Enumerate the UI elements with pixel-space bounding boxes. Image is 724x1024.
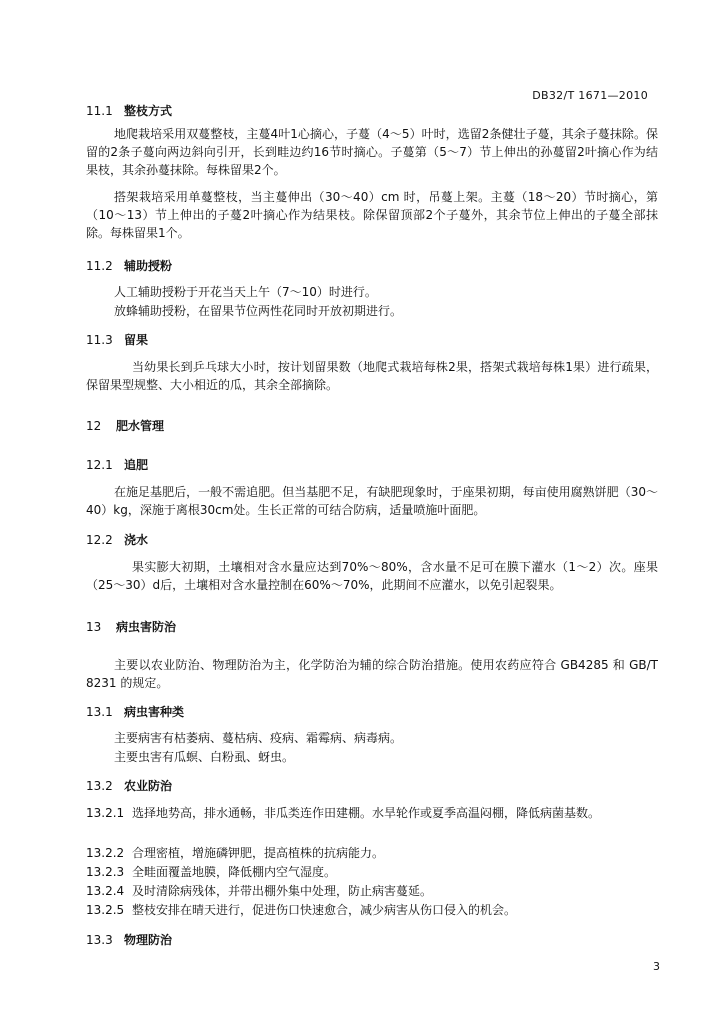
- paragraph: 主要病害有枯萎病、蔓枯病、疫病、霜霉病、病毒病。: [114, 731, 403, 745]
- section-number: 11.3: [86, 333, 113, 347]
- section-number: 12.2: [86, 533, 113, 547]
- paragraph: 主要虫害有瓜螟、白粉虱、蚜虫。: [114, 750, 295, 764]
- section-11-2-heading: [86, 259, 172, 273]
- section-number: 13.1: [86, 705, 113, 719]
- paragraph: 主要以农业防治、物理防治为主，化学防治为辅的综合防治措施。使用农药应符合 GB4285 和 GB/T 8231 的规定。: [86, 658, 658, 690]
- item-text: 全畦面覆盖地膜，降低棚内空气湿度。: [132, 865, 337, 879]
- section-number: 12.1: [86, 458, 113, 472]
- paragraph: 放蜂辅助授粉，在留果节位两性花同时开放初期进行。: [114, 304, 403, 318]
- section-12-1-heading: [86, 458, 148, 472]
- item-number: 13.2.1: [86, 806, 125, 820]
- paragraph: 地爬栽培采用双蔓整枝，主蔓4叶1心摘心，子蔓（4～5）叶时，选留2条健壮子蔓，其余子蔓抹除。保留的2条子蔓向两边斜向引开，长到畦边约16节时摘心。子蔓第（5～7）节上伸出的孙蔓留2叶摘心作为结果枝，其余孙蔓抹除。每株留果2个。: [86, 127, 659, 177]
- item-number: 13.2.2: [86, 846, 125, 860]
- item-number: 13.2.5: [86, 903, 125, 917]
- section-12-heading: [86, 419, 164, 433]
- section-title: 病虫害防治: [116, 620, 177, 634]
- section-13-1-heading: [86, 705, 184, 719]
- paragraph: 搭架栽培采用单蔓整枝，当主蔓伸出（30～40）cm 时，吊蔓上架。主蔓（18～20）节时摘心，第（10～13）节上伸出的子蔓2叶摘心作为结果枝。除保留顶部2个子蔓外，其余节位上伸出的子蔓全部抹除。每株留果1个。: [86, 190, 658, 240]
- list-item: [86, 863, 658, 881]
- section-number: 11.2: [86, 259, 113, 273]
- item-number: 13.2.3: [86, 865, 125, 879]
- section-number: 13: [86, 620, 102, 634]
- list-item: [86, 804, 658, 822]
- section-number: 12: [86, 419, 102, 433]
- section-title: 肥水管理: [116, 419, 165, 433]
- section-title: 病虫害种类: [124, 705, 185, 719]
- item-text: 及时清除病残体，并带出棚外集中处理，防止病害蔓延。: [132, 884, 433, 898]
- section-title: 浇水: [124, 533, 149, 547]
- section-title: 追肥: [124, 458, 149, 472]
- item-text: 整枝安排在晴天进行，促进伤口快速愈合，减少病害从伤口侵入的机会。: [132, 903, 517, 917]
- list-item: [86, 882, 658, 900]
- paragraph: 果实膨大初期，土壤相对含水量应达到70%～80%，含水量不足可在膜下灌水（1～2）次。座果（25～30）d后，土壤相对含水量控制在60%～70%，此期间不应灌水，以免引起裂果。: [86, 560, 658, 592]
- section-13-3-heading: [86, 933, 172, 947]
- list-item: [86, 901, 658, 919]
- section-title: 农业防治: [124, 779, 173, 793]
- standard-code: DB32/T 1671—2010: [532, 89, 648, 102]
- paragraph: 人工辅助授粉于开花当天上午（7～10）时进行。: [114, 285, 377, 299]
- section-title: 整枝方式: [124, 104, 173, 118]
- section-title: 留果: [124, 333, 149, 347]
- list-item: [86, 844, 658, 862]
- item-number: 13.2.4: [86, 884, 125, 898]
- item-text: 选择地势高，排水通畅，非瓜类连作田建棚。水旱轮作或夏季高温闷棚，降低病菌基数。: [132, 806, 601, 820]
- paragraph: 在施足基肥后，一般不需追肥。但当基肥不足，有缺肥现象时，于座果初期，每亩使用腐熟饼肥（30～40）kg，深施于离根30cm处。生长正常的可结合防病，适量喷施叶面肥。: [86, 485, 658, 517]
- section-number: 13.3: [86, 933, 113, 947]
- section-13-2-heading: [86, 779, 172, 793]
- section-number: 13.2: [86, 779, 113, 793]
- section-number: 11.1: [86, 104, 113, 118]
- section-title: 辅助授粉: [124, 259, 173, 273]
- section-13-heading: [86, 620, 176, 634]
- section-title: 物理防治: [124, 933, 173, 947]
- section-12-2-heading: [86, 533, 148, 547]
- section-11-1-heading: [86, 104, 172, 118]
- item-text: 合理密植，增施磷钾肥，提高植株的抗病能力。: [132, 846, 385, 860]
- page-number: 3: [653, 960, 660, 973]
- section-11-3-heading: [86, 333, 148, 347]
- paragraph: 当幼果长到乒乓球大小时，按计划留果数（地爬式栽培每株2果，搭架式栽培每株1果）进行疏果，保留果型规整、大小相近的瓜，其余全部摘除。: [86, 360, 658, 392]
